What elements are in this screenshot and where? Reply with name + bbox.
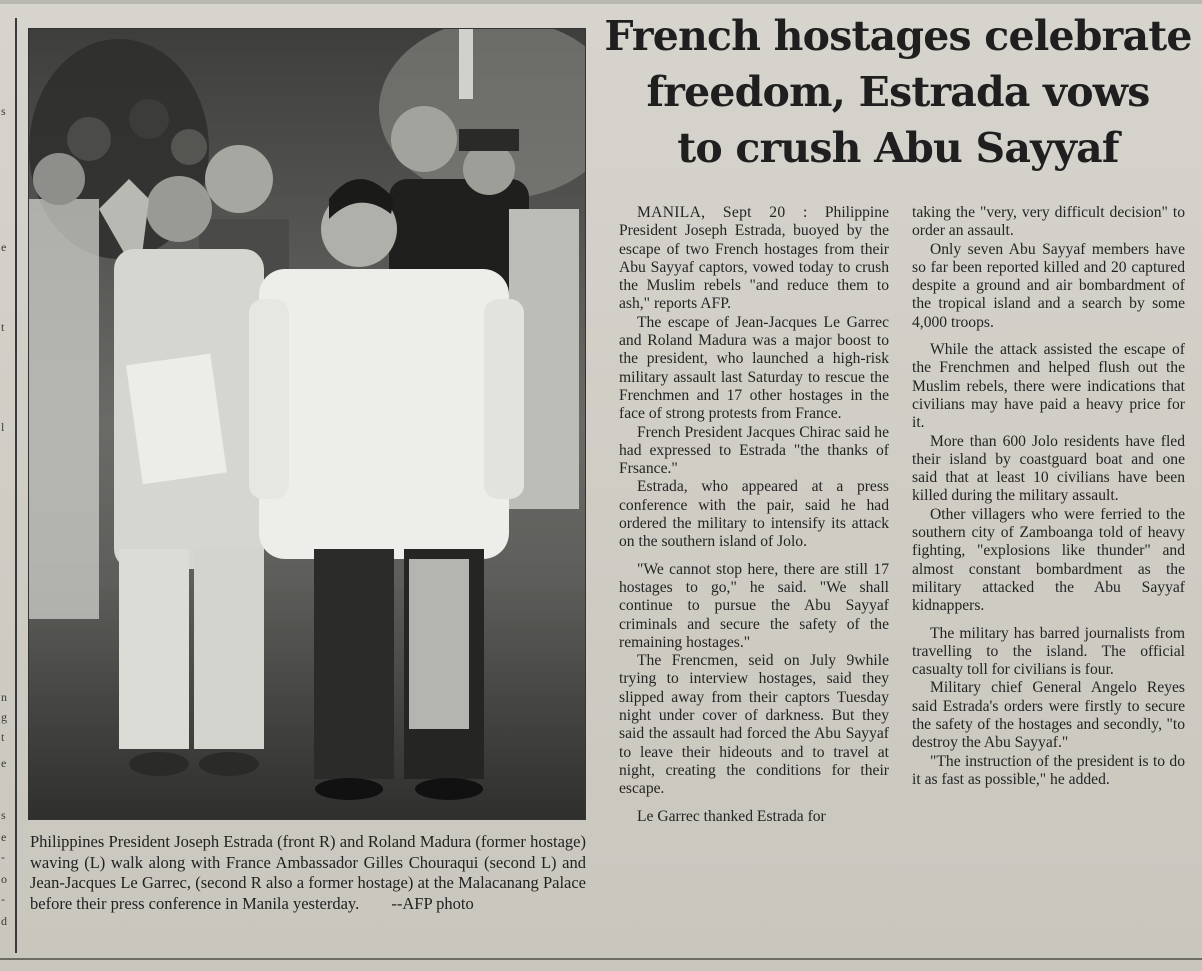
- fragment-text: o: [1, 872, 7, 886]
- photo-credit: --AFP photo: [391, 893, 474, 913]
- fragment-text: l: [1, 420, 5, 434]
- fragment-text: s: [1, 808, 6, 822]
- photo-illustration: [29, 29, 585, 819]
- headline-line: to crush Abu Sayyaf: [677, 124, 1119, 172]
- fragment-text: -: [1, 850, 5, 864]
- column-rule: [15, 18, 17, 953]
- article-paragraph: French President Jacques Chirac said he had expressed to Estrada "the thanks of Frsance.": [619, 423, 889, 478]
- article-paragraph: [619, 204, 889, 314]
- article-column-2: [912, 204, 1185, 789]
- fragment-text: t: [1, 320, 5, 334]
- article-paragraph: The military has barred journalists from travelling to the island. The official casualty toll for civilians is four.: [912, 624, 1185, 679]
- fragment-text: n: [1, 690, 7, 704]
- article-paragraph: While the attack assisted the escape of the Frenchmen and helped flush out the Muslim rebels, there were indications that civilians may have paid a heavy price for it.: [912, 341, 1185, 432]
- fragment-text: s: [1, 104, 6, 118]
- headline-line: French hostages celebrate: [604, 12, 1192, 60]
- top-edge: [0, 0, 1202, 4]
- article-paragraph: Only seven Abu Sayyaf members have so far been reported killed and 20 captured despite a ground and air bombardment of the tropical island and a search by some 4,000 troops.: [912, 240, 1185, 331]
- page-bottom-rule: [0, 958, 1202, 960]
- headline: [598, 8, 1198, 176]
- news-photo: [28, 28, 586, 820]
- article-paragraph: The Frencmen, seid on July 9while trying to interview hostages, said they slipped away from their captors Tuesday night under cover of darkness. But they said the assault had forced the Abu Sayyaf to leave their hideouts and to travel at night, creating the conditions for their escape.: [619, 652, 889, 798]
- article-paragraph: More than 600 Jolo residents have fled their island by coastguard boat and one said that at least 10 civilians have been killed during the military assault.: [912, 432, 1185, 505]
- headline-line: freedom, Estrada vows: [646, 68, 1150, 116]
- article-paragraph: Military chief General Angelo Reyes said Estrada's orders were firstly to secure the safety of the hostages and secondly, "to destroy the Abu Sayyaf.": [912, 679, 1185, 752]
- fragment-text: e: [1, 830, 7, 844]
- fragment-text: e: [1, 756, 7, 770]
- caption-text: Philippines President Joseph Estrada (front R) and Roland Madura (former hostage) waving (L) walk along with France Ambassador Gilles Chouraqui (second L) and Jean-Jacques Le Garrec, (second R also a former hostage) at the Malacanang Palace before their press conference in Manila yesterday.: [30, 832, 586, 913]
- article-paragraph: "We cannot stop here, there are still 17 hostages to go," he said. "We shall continue to pursue the Abu Sayyaf criminals and secure the safety of the remaining hostages.": [619, 560, 889, 651]
- article-paragraph: Estrada, who appeared at a press conference with the pair, said he had ordered the military to intensify its attack on the southern island of Jolo.: [619, 478, 889, 551]
- article-paragraph: The escape of Jean-Jacques Le Garrec and Roland Madura was a major boost to the president, who launched a high-risk military assault last Saturday to rescue the Frenchmen and 17 other hostages in the face of strong protests from France.: [619, 313, 889, 423]
- article-paragraph: taking the "very, very difficult decision" to order an assault.: [912, 204, 1185, 240]
- fragment-text: g: [1, 710, 7, 724]
- article-paragraph: Le Garrec thanked Estrada for: [637, 807, 826, 825]
- fragment-text: -: [1, 892, 5, 906]
- fragment-text: t: [1, 730, 5, 744]
- article-paragraph: "The instruction of the president is to do it as fast as possible," he added.: [912, 752, 1185, 788]
- article-paragraph: Other villagers who were ferried to the southern city of Zamboanga told of heavy fighting, "explosions like thunder" and almost constant bombardment as the military attacked the Abu Sayyaf kidnappers.: [912, 505, 1185, 615]
- paragraph-text: Philippine President Joseph Estrada, buoyed by the escape of two French hostages from their Abu Sayyaf captors, vowed today to crush the Muslim rebels "and reduce them to ash," reports AFP.: [619, 204, 889, 313]
- adjacent-column-fragments: [0, 0, 12, 960]
- dateline: MANILA, Sept 20 :: [637, 204, 808, 221]
- fragment-text: d: [1, 914, 7, 928]
- article-column-1: [619, 204, 889, 826]
- fragment-text: e: [1, 240, 7, 254]
- photo-caption: [30, 832, 586, 914]
